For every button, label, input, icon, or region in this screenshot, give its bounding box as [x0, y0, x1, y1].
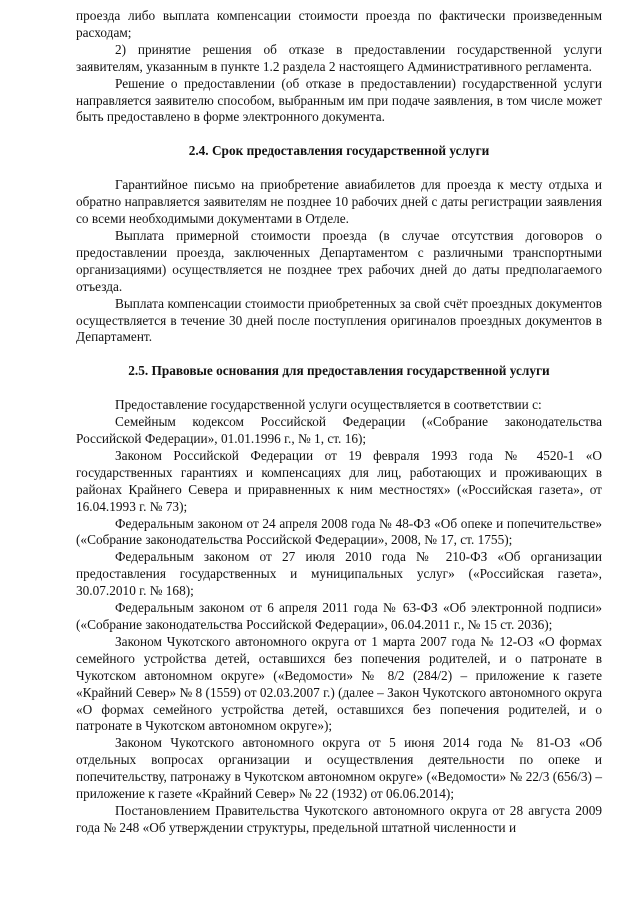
paragraph-top-1: проезда либо выплата компенсации стоимости проезда по фактически произведенным расходам; [76, 8, 602, 40]
section-2-5-paragraph-7: Законом Чукотского автономного округа от 1 марта 2007 года № 12-ОЗ «О формах семейного устройства детей, оставшихся без попечения родителей, и о патронате в Чукотском автономном округе» («Ведомости» № 8/2 (284/2) – приложение к газете «Крайний Север» № 8 (1559) от 02.03.2007 г.) (далее – Закон Чукотского автономного округа «О формах семейного устройства детей, оставшихся без попечения родителей, и о патронате в Чукотском автономном округе»); [76, 633, 602, 734]
section-2-5-paragraph-9: Постановлением Правительства Чукотского автономного округа от 28 августа 2009 года № 248 «Об утверждении структуры, предельной штатной численности и [76, 802, 602, 835]
section-2-4-paragraph-3: Выплата компенсации стоимости приобретенных за свой счёт проездных документов осуществляется в течение 30 дней после поступления оригиналов проездных документов в Департамент. [76, 295, 602, 345]
section-2-5-paragraph-3: Законом Российской Федерации от 19 февраля 1993 года № 4520-1 «О государственных гарантиях и компенсациях для лиц, работающих и проживающих в районах Крайнего Севера и приравненных к ним местностях» («Российская газета», от 16.04.1993 г. № 73); [76, 447, 602, 514]
paragraph-top-2: 2) принятие решения об отказе в предоставлении государственной услуги заявителям, указанным в пункте 1.2 раздела 2 настоящего Административного регламента. [76, 41, 602, 74]
section-2-4-paragraph-1: Гарантийное письмо на приобретение авиабилетов для проезда к месту отдыха и обратно направляется заявителям не позднее 10 рабочих дней с даты регистрации заявления со всеми необходимыми документами в Отделе. [76, 177, 602, 227]
section-2-5-paragraph-4: Федеральным законом от 24 апреля 2008 года № 48-ФЗ «Об опеке и попечительстве» («Собрание законодательства Российской Федерации», 2008, № 17, ст. 1755); [76, 515, 602, 548]
section-2-5-paragraph-8: Законом Чукотского автономного округа от 5 июня 2014 года № 81-ОЗ «Об отдельных вопросах организации и осуществления деятельности по опеке и попечительству, патронажу в Чукотском автономном округе» («Ведомости» № 22/3 (656/3) – приложение к газете «Крайний Север» № 22 (1932) от 06.06.2014); [76, 735, 602, 802]
section-2-5-paragraph-2: Семейным кодексом Российской Федерации («Собрание законодательства Российской Федерации», 01.01.1996 г., № 1, ст. 16); [76, 414, 602, 447]
paragraph-top-3: Решение о предоставлении (об отказе в предоставлении) государственной услуги направляется заявителю способом, выбранным им при подаче заявления, в том числе может быть предоставлено в форме электронного документа. [76, 75, 602, 125]
section-heading-2-5: 2.5. Правовые основания для предоставления государственной услуги [128, 363, 550, 379]
section-2-5-paragraph-6: Федеральным законом от 6 апреля 2011 года № 63-ФЗ «Об электронной подписи» («Собрание законодательства Российской Федерации», 06.04.2011 г., № 15 ст. 2036); [76, 600, 602, 632]
document-page [76, 8, 602, 837]
section-2-5-paragraph-5: Федеральным законом от 27 июля 2010 года № 210-ФЗ «Об организации предоставления государственных и муниципальных услуг» («Российская газета», 30.07.2010 г. № 168); [76, 549, 602, 599]
section-heading-2-4: 2.4. Срок предоставления государственной услуги [188, 143, 490, 159]
section-2-4-paragraph-2: Выплата примерной стоимости проезда (в случае отсутствия договоров о предоставлении проезда, заключенных Департаментом с различными транспортными организациями) осуществляется не позднее трех рабочих дней до даты предполагаемого отъезда. [76, 227, 602, 294]
section-2-5-paragraph-1: Предоставление государственной услуги осуществляется в соответствии с: [115, 397, 542, 413]
